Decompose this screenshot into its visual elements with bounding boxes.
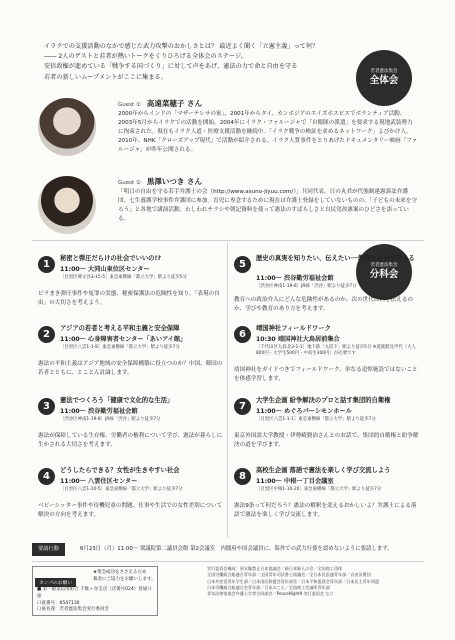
sponsor-line: 日本労働組合総連合会青年部／日本のこえ／全国商工会議所青年部 (207, 584, 330, 590)
intro-line: ―― 2人のゲストと若者が熱いトークをくりひろげる全体会のステージ。 (44, 53, 247, 61)
badge-small-label: 若者憲法集会 (370, 263, 398, 268)
section-divider (32, 240, 424, 241)
session-place: ［渋谷区神南1-19-8］JR線「渋谷」駅より徒歩7分 (256, 284, 357, 289)
session-title: 憲法でつくろう「健康で文化的な生活」 (60, 397, 174, 404)
session-place: ［渋谷区神南1-19-8］JR線「渋谷」駅より徒歩7分 (60, 417, 161, 422)
session-title: 靖国神社フィールドワーク (256, 325, 331, 332)
guest-1 (38, 98, 418, 168)
session-time: 11:00〜 八雲住区センター (60, 478, 138, 485)
donation-tag: カンパのお願い (35, 578, 76, 587)
session-number: 2 (38, 326, 55, 343)
session-desc: 東京外国語大学教授・伊勢崎賢治さんとのお話で、集団的自衛権と紛争解決の道を学びます。 (234, 433, 419, 448)
session-number: 6 (234, 326, 251, 343)
sponsor-line: 実行委員会構成：原水爆禁止日本協議会／新日本婦人の会／全国商工団体 (207, 566, 343, 571)
session-2 (38, 326, 228, 392)
guest-name: 黒澤いつき さん (146, 177, 203, 186)
guest-2-photo (38, 176, 96, 234)
session-desc: 憲法9条って何だろう？憲法の解釈を変えるおかしいよ？弁護士による落語で憲法を楽しく学び交流します。 (234, 503, 417, 518)
account-holder: 口座名義：若者憲法集会実行委員会 (37, 607, 109, 613)
guest-2-header (118, 176, 202, 187)
session-4 (38, 468, 228, 534)
session-1 (38, 256, 228, 322)
footer (32, 566, 424, 626)
guest-label: Guest ① (118, 102, 141, 108)
guest-1-bio: 2000年からインドの「マザーテレサの家」、2001年からタイ、カンボジアのエイズホスピスでボランティア活動。2003年5月からイラクでの活動を開始。2004年にイラク・ファルージャで「自衛隊の派遣」を要求する現地武装勢力に拘束された。現在もイラク人道・医療支援活動を継続中。「イラク戦争の検証を求めるネットワーク」よびかけ人。2010年、NHK「クローズアップ現代」で活動が紹介される。イラク人質事件をとりあげたドキュメンタリー映画「ファルージャ」が昨年公開される。 (118, 111, 418, 153)
session-desc: ベビーシッター事件や待機児童の問題、仕事や生活での女性差別について解決の方向を考えます。 (38, 503, 223, 518)
session-number: 3 (38, 398, 55, 415)
intro-line: 安倍政権が進めている「戦争する国づくり」に対して声をあげ、憲法の力で命と自由を守る (44, 63, 298, 71)
session-5 (234, 256, 424, 322)
session-desc: 憲法が保障している生存権、労働者の権利について学び、憲法が暮らしに生かされる大切さを考えます。 (38, 433, 223, 448)
sponsor-list (207, 566, 422, 597)
session-place: ［目黒区中根1-10-20］東急東横線「都立大学」駅より徒歩7分 (256, 487, 382, 492)
sponsor-line: 日本共産党青年学生部／日本国民救援会青年部会／日本平和委員会青年部／日本民主青年同盟 (207, 578, 379, 584)
action-text: 6月23日（月）11:00〜 衆議院第二議員会館 第2会議室 内閣府や国会議員に、海外での武力行使を認めないように要請します。 (80, 546, 393, 552)
intro-text (44, 42, 344, 83)
session-7 (234, 398, 424, 464)
guest-1-header (118, 98, 202, 109)
badge-small-label: 若者憲法集会 (370, 69, 398, 74)
session-number: 8 (234, 468, 251, 485)
sponsor-line: 青年法律家協会弁護士学者合同部会／PeaceNight9 実行委員会 など (207, 591, 334, 597)
session-title: どうしたらできる？女性が生きやすい社会 (60, 467, 180, 474)
session-title: 秘密と弾圧だらけの社会でいいの!? (60, 255, 161, 262)
guest-name: 高遠菜穂子 さん (146, 99, 203, 108)
session-desc: ビラまき弾圧事件や冤罪の実態、秘密保護法の危険性を知り、「表現の自由」の大切さを考えよう。 (38, 291, 220, 306)
session-number: 7 (234, 398, 251, 415)
session-title: 歴史の真実を知りたい、伝えたい──教育と自由を考える (256, 255, 415, 262)
bank-info: ■ 第一勧業信用組合 千駄ヶ谷支店（店番号024）普通口座 (37, 587, 152, 599)
session-time: 11:00〜 大同山東位区センター (60, 266, 150, 273)
lobby-action-bar (32, 543, 424, 556)
session-desc: 靖国神社をガイドつきでフィールドワーク。単なる追悼施設ではないことを体感学習します。 (234, 367, 418, 382)
session-place: ［目黒区八雲1-1-1］東急東横線「都立大学」駅より徒歩7分 (256, 417, 376, 422)
session-time: 11:00〜 渋谷勤労福祉会館 (60, 408, 138, 415)
session-time: 11:00〜 中根一丁目会議室 (256, 478, 334, 485)
session-desc: 憲法の平和主義はアジア地域の安全保障構築に役立つのか？中国、韓国の若者とともに、とことん討論します。 (38, 361, 223, 376)
session-6 (234, 326, 424, 392)
session-number: 4 (38, 468, 55, 485)
session-title: アジアの若者と考える平和主義と安全保障 (60, 325, 180, 332)
session-time: 11:00〜 めぐろパーシモンホール (256, 408, 352, 415)
donation-line: 募金にご協力をお願いします。 (93, 576, 156, 582)
session-3 (38, 398, 228, 464)
session-place: ［千代田区九段北3-1-1］地下鉄「九段下」駅より徒歩5分 ※遊就館見学代（大人800円・大学生500円・中高生300円）が必要です (256, 345, 416, 356)
session-number: 5 (234, 256, 251, 273)
session-number: 1 (38, 256, 55, 273)
session-place: ［目黒区八雲1-1-8］東急東横線「都立大学」駅より徒歩7分 (60, 345, 180, 350)
guest-2-bio: 「明日の自由を守る若手弁護士の会（http://www.asuno-jiyuu.com/）」共同代表。日の丸君が代強制違憲訴訟弁護団、七生養護学校事件弁護団に参加。育児に専念するために現在は弁護士登録をしていないものの、「子どもの未来を守ろう」と各地で講演活動。わしわれチラシや朝記資料を使って憲法のすばらしさと自民党改憲案のひどさを語っている。 (118, 189, 418, 222)
session-8 (234, 468, 424, 534)
session-place: ［目黒区八雲1-10-5］東急東横線「都立大学」駅より徒歩7分 (60, 487, 183, 492)
guest-2 (38, 176, 418, 246)
session-time: 11:00〜 渋谷勤労福祉会館 (256, 275, 334, 282)
badge-title: 全体会 (369, 75, 399, 86)
session-place: ［目黒区碑文谷3-15-5］東急東横線「都立大学」駅より徒歩5分 (60, 275, 187, 280)
donation-line: ★集会成功をささえるため (93, 570, 147, 575)
badge-title: 分科会 (369, 269, 399, 280)
session-time: 10:30 靖国神社大鳥居前集合 (256, 336, 340, 343)
sponsor-line: 全国労働組合総連合青年部／全国青年司法書士協議会／全日本民医連青年部／自由法曹団 (207, 572, 371, 578)
account-number: 口座番号：6547130 (37, 600, 80, 606)
donation-box (32, 566, 158, 616)
guest-label: Guest ② (118, 180, 141, 186)
intro-line: 若者の新しいムーブメントがここに集まる。 (44, 73, 167, 81)
session-time: 11:00〜 心身障害者センター「あいアイ館」 (60, 336, 187, 343)
guest-1-photo (38, 98, 96, 156)
session-title: 大学生企画 紛争解決のプロと話す集団的自衛権 (256, 397, 391, 404)
intro-line: イラクでの支援活動のなかで感じた武力攻撃のおかしさとは？ 最近よく聞く「立憲主義」って何？ (44, 43, 319, 50)
session-desc: 教育への政治介入にどんな危険性があるのか、次の世代に何を伝えるのか、学びや教育のあり方を考えます。 (234, 297, 414, 312)
footer-divider (32, 561, 424, 562)
action-tag: 要請行動 (32, 543, 65, 556)
session-title: 高校生企画 落語で憲法を楽しく学び交流しよう (256, 467, 391, 474)
